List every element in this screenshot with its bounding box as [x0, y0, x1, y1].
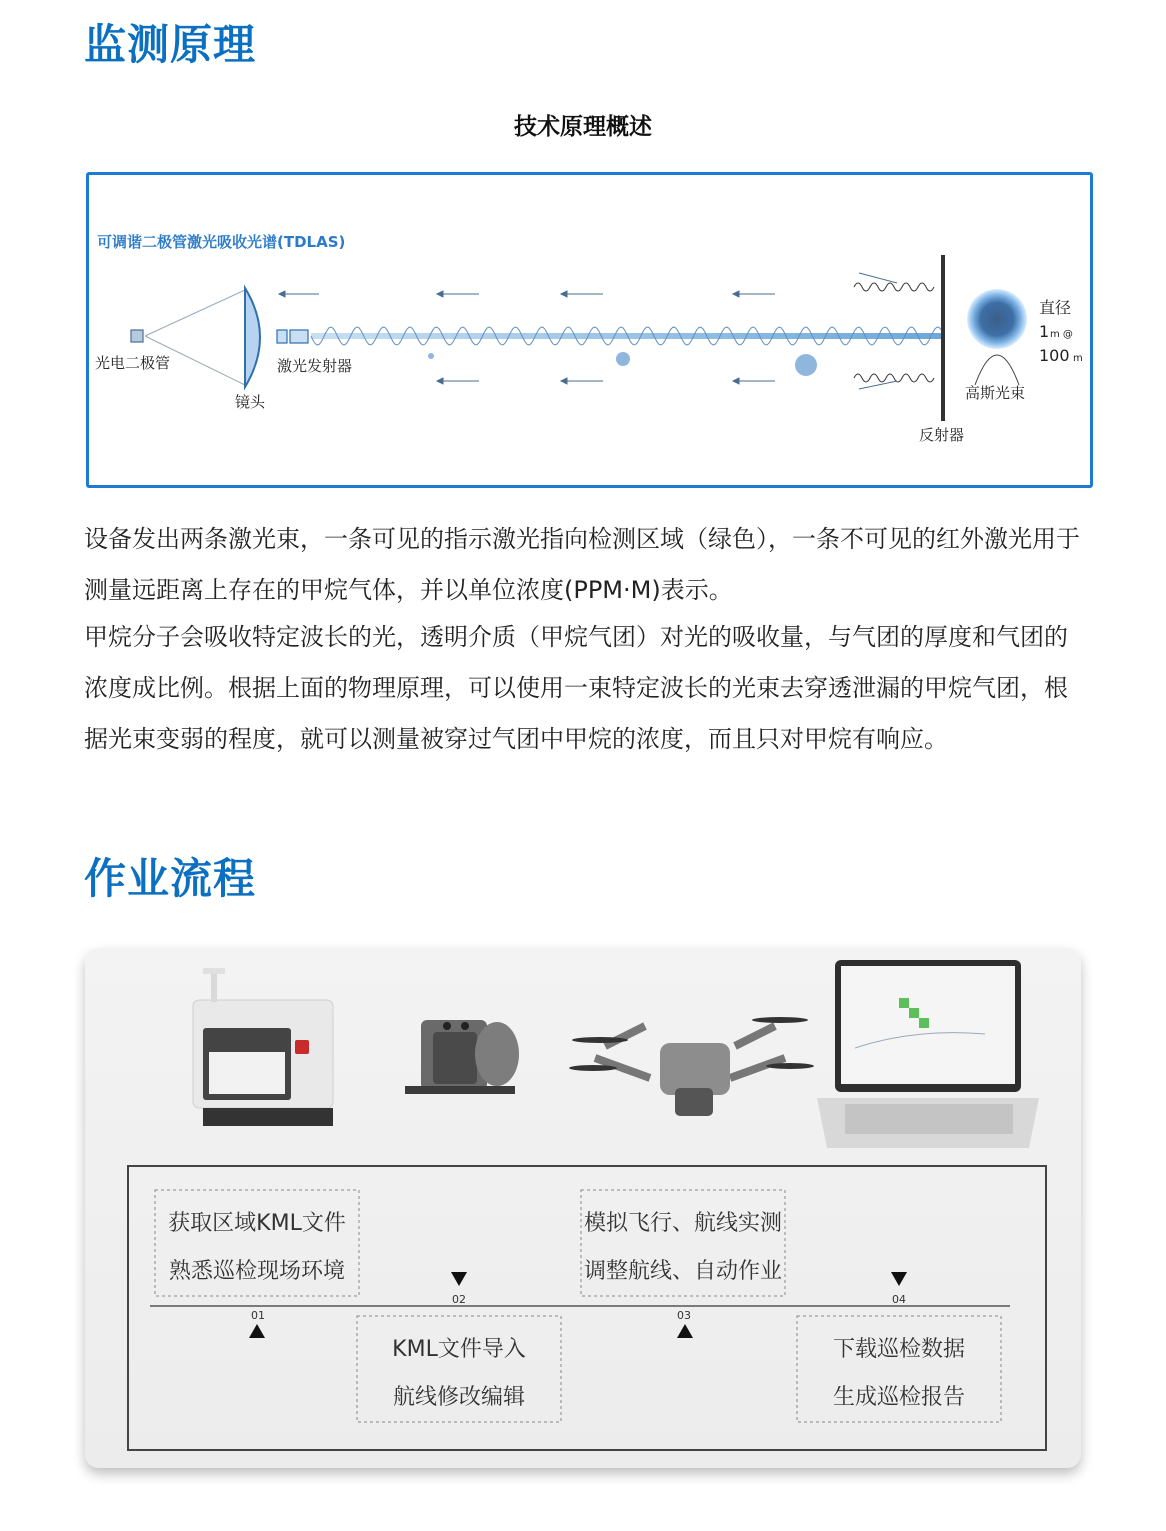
reflector-label: 反射器	[919, 426, 965, 444]
step-02-num: 02	[452, 1293, 466, 1306]
step-04-num: 04	[892, 1293, 906, 1306]
photodiode-icon	[131, 330, 143, 342]
laptop-map-icon	[817, 960, 1039, 1148]
step-02-line2: 航线修改编辑	[392, 1385, 526, 1410]
reflector-icon	[941, 255, 945, 421]
step-03-line1: 模拟飞行、航线实测	[583, 1211, 783, 1236]
base-station-device-icon	[193, 968, 333, 1126]
beam-spot	[795, 354, 817, 376]
tdlas-heading: 可调谐二极管激光吸收光谱(TDLAS)	[97, 233, 346, 251]
step-04-line2: 生成巡检报告	[832, 1385, 966, 1410]
step-01-num: 01	[251, 1309, 265, 1322]
unit-m-at: m @	[1050, 329, 1073, 340]
laser-emitter-label: 激光发射器	[277, 357, 353, 375]
workflow-card	[85, 948, 1081, 1468]
gaussian-beam-icon	[967, 289, 1027, 349]
lens-label: 镜头	[235, 393, 266, 411]
step-03-marker	[677, 1324, 693, 1338]
step-01-line2: 熟悉巡检现场环境	[168, 1259, 346, 1284]
drone-icon	[569, 1017, 814, 1116]
laser-beam	[311, 333, 941, 339]
step-01-marker	[249, 1324, 265, 1338]
size-1: 1	[1039, 322, 1050, 341]
section-title-workflow: 作业流程	[84, 854, 257, 903]
lens-icon	[245, 288, 260, 387]
step-04-line1: 下载巡检数据	[832, 1337, 966, 1362]
photodiode-label: 光电二极管	[95, 354, 171, 372]
diameter-label: 直径	[1039, 298, 1072, 317]
paragraph-absorption-principle: 甲烷分子会吸收特定波长的光，透明介质（甲烷气团）对光的吸收量，与气团的厚度和气团的浓度成比例。根据上面的物理原理，可以使用一束特定波长的光束去穿透泄漏的甲烷气团，根据光束变弱的程度，就可以测量被穿过气团中甲烷的浓度，而且只对甲烷有响应。	[84, 623, 1068, 753]
laser-emitter-icon	[277, 330, 287, 343]
paragraph-laser-description: 设备发出两条激光束，一条可见的指示激光指向检测区域（绿色），一条不可见的红外激光用于测量远距离上存在的甲烷气体，并以单位浓度(PPM·M)表示。	[84, 525, 1080, 604]
step-01-line1: 获取区域KML文件	[168, 1211, 346, 1236]
step-02-marker	[451, 1272, 467, 1286]
unit-m: m	[1073, 353, 1083, 364]
tdlas-diagram	[86, 172, 1093, 488]
beam-spot	[616, 352, 630, 366]
step-04-marker	[891, 1272, 907, 1286]
size-100: 100	[1039, 346, 1070, 365]
step-03-line2: 调整航线、自动作业	[583, 1259, 783, 1284]
section-title-principle: 监测原理	[84, 20, 257, 69]
step-03-num: 03	[677, 1309, 691, 1322]
beam-spot	[428, 353, 434, 359]
laser-sensor-pod-icon	[405, 1020, 519, 1094]
step-02-line1: KML文件导入	[392, 1337, 526, 1362]
gaussian-beam-label: 高斯光束	[965, 384, 1026, 402]
diagram-subtitle: 技术原理概述	[514, 114, 652, 140]
